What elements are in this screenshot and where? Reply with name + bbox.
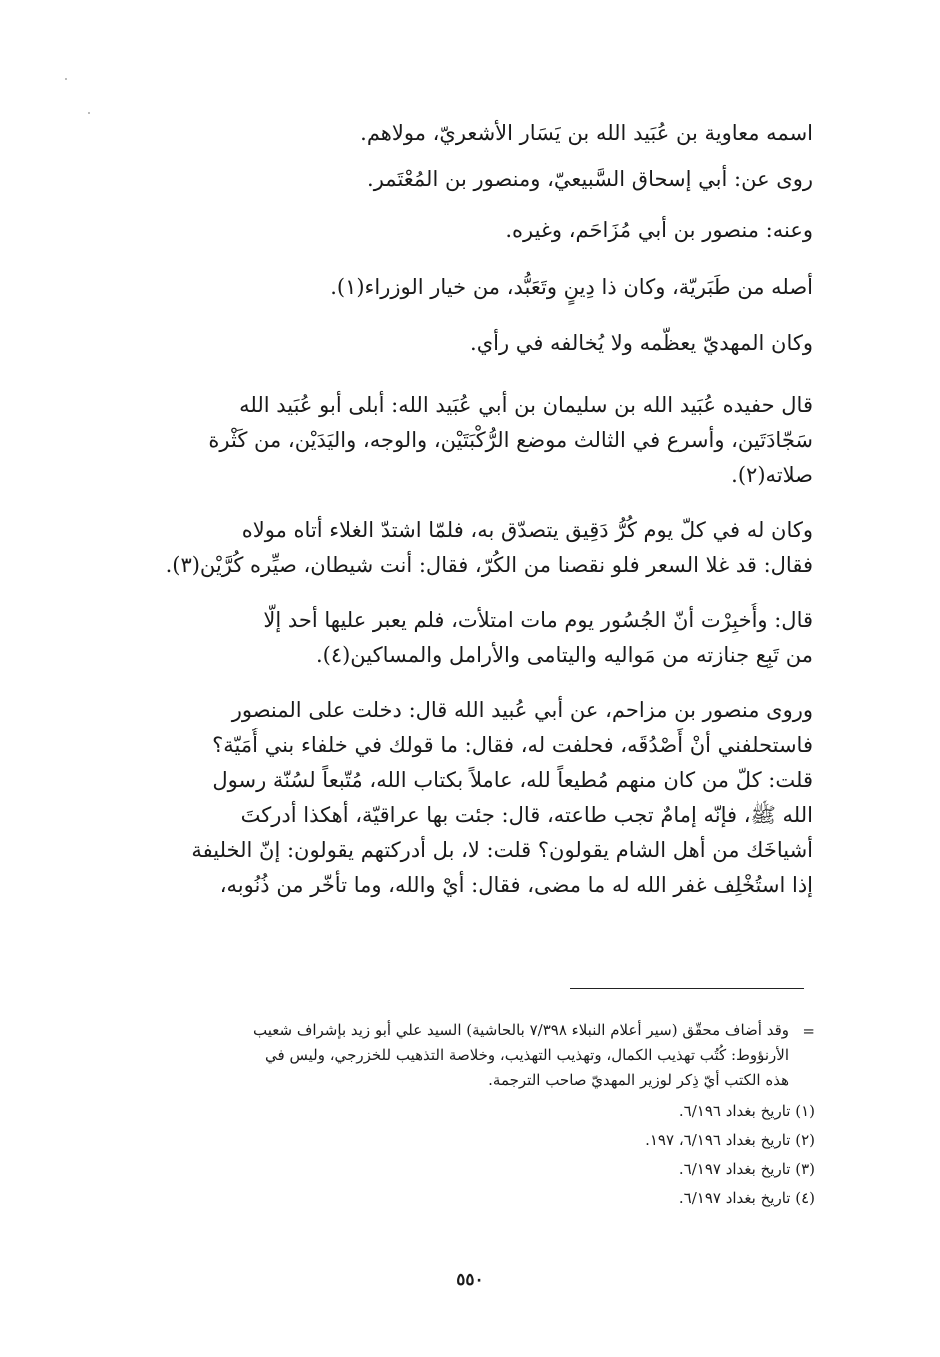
- paragraph: [118, 603, 813, 673]
- paragraph: [118, 513, 813, 583]
- text-line: قلت: كلّ من كان منهم مُطيعاً لله، عاملاً بكتاب الله، مُتّبعاً لسُنّة رسول: [212, 768, 813, 792]
- text-line: من تَبِع جنازته من مَواليه واليتامى والأرامل والمساكين(٤).: [315, 643, 813, 667]
- text-line: أصله من طَبَريّة، وكان ذا دِينٍ وتَعَبُّد، من خيار الوزراء(١).: [330, 275, 813, 299]
- text-line: إذا استُخْلِف غفر الله له ما مضى، فقال: أيْ والله، وما تأخّر من ذُنُوبه،: [219, 873, 813, 897]
- text-line: صلاته(٢).: [731, 463, 813, 487]
- paragraph: [118, 693, 813, 903]
- footnote-line: هذه الكتب أيّ ذِكر لوزير المهديّ صاحب الترجمة.: [488, 1071, 789, 1089]
- main-text: [118, 110, 813, 923]
- footnote-item: (٢) تاريخ بغداد ٦/١٩٦، ١٩٧.: [645, 1131, 815, 1149]
- continuation-marker: =: [802, 1022, 815, 1040]
- text-line: اسمه معاوية بن عُبَيد الله بن يَسَار الأشعريّ، مولاهم.: [360, 121, 813, 145]
- paragraph: [118, 388, 813, 493]
- text-line: وكان له في كلّ يوم كُرُّ دَقِيق يتصدّق به، فلمّا اشتدّ الغلاء أتاه مولاه: [241, 518, 813, 542]
- text-line: وعنه: منصور بن أبي مُزَاحَم، وغيره.: [505, 218, 813, 242]
- text-line: فاستحلفني أنْ أَصْدُقَه، فحلفت له، فقال: ما قولك في خلفاء بني أُمَيّة؟: [212, 733, 813, 757]
- footnote-item: (٣) تاريخ بغداد ٦/١٩٧.: [678, 1160, 815, 1178]
- text-line: وكان المهديّ يعظّمه ولا يُخالفه في رأي.: [470, 331, 813, 355]
- footnote-separator: [570, 988, 804, 989]
- text-line: سَجّادَتَين، وأسرع في الثالث موضع الرُّكْبَتَيْن، والوجه، واليَدَيْن، من كَثْرة: [208, 428, 813, 452]
- text-line: فقال: قد غلا السعر فلو نقصنا من الكُرّ، فقال: أنت شيطان، صيِّره كُرَّيْن(٣).: [165, 553, 813, 577]
- scan-speck: [65, 78, 67, 80]
- footnotes: [118, 1018, 815, 1213]
- text-line: الله ﷺ، فإنّه إمامٌ تجب طاعته، قال: جئت بها عراقيّة، أهكذا أدركتَ: [240, 803, 813, 827]
- text-line: قال حفيده عُبَيد الله بن سليمان بن أبي عُبَيد الله: أبلى أبو عُبَيد الله: [239, 393, 813, 417]
- footnote-item: (١) تاريخ بغداد ٦/١٩٦.: [678, 1102, 815, 1120]
- text-line: روى عن: أبي إسحاق السَّبيعيّ، ومنصور بن المُعْتَمر.: [367, 167, 813, 191]
- scan-speck: [88, 112, 90, 114]
- text-line: قال: وأُخبِرْت أنّ الجُسُور يوم مات امتلأت، فلم يعبر عليها أحد إلّا: [263, 608, 813, 632]
- footnote-line: وقد أضاف محقّق (سير أعلام النبلاء ٧/٣٩٨ بالحاشية) السيد علي أبو زيد بإشراف شعيب: [252, 1021, 789, 1039]
- text-line: أشياخَك من أهل الشام يقولون؟ قلت: لا، بل أدركتهم يقولون: إنّ الخليفة: [191, 838, 813, 862]
- footnote-item: (٤) تاريخ بغداد ٦/١٩٧.: [678, 1189, 815, 1207]
- text-line: وروى منصور بن مزاحم، عن أبي عُبيد الله قال: دخلت على المنصور: [231, 698, 813, 722]
- intro-block: [118, 110, 813, 370]
- footnote-line: الأرنؤوط: كُتُب تهذيب الكمال، وتهذيب التهذيب، وخلاصة التذهيب للخزرجي، وليس في: [265, 1046, 789, 1064]
- footnote-continuation: [118, 1018, 815, 1093]
- page-number: ٥٥٠: [456, 1270, 484, 1290]
